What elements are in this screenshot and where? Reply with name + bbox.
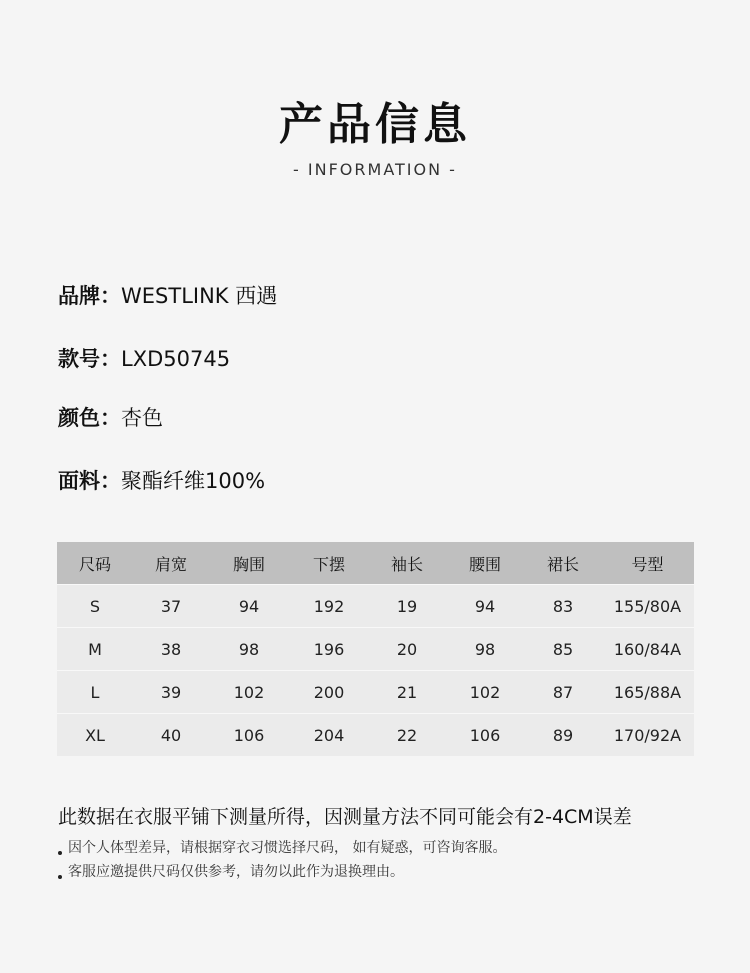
table-cell: 19 bbox=[369, 585, 445, 628]
table-cell: 83 bbox=[525, 585, 601, 628]
table-cell: 98 bbox=[209, 628, 289, 671]
note-item-text: 客服应邀提供尺码仅供参考，请勿以此作为退换理由。 bbox=[68, 864, 404, 880]
table-cell: 196 bbox=[289, 628, 369, 671]
table-cell: 40 bbox=[133, 714, 209, 757]
info-color-value: 杏色 bbox=[121, 406, 163, 430]
info-color bbox=[58, 402, 163, 432]
note-item bbox=[58, 837, 506, 857]
table-cell: 160/84A bbox=[601, 628, 694, 671]
table-cell: 21 bbox=[369, 671, 445, 714]
bullet-icon bbox=[58, 851, 62, 855]
table-cell: L bbox=[57, 671, 133, 714]
info-brand-value: WESTLINK 西遇 bbox=[121, 284, 278, 308]
table-cell: 98 bbox=[445, 628, 525, 671]
table-cell: 20 bbox=[369, 628, 445, 671]
header-cell: 下摆 bbox=[289, 542, 369, 585]
note-item bbox=[58, 861, 404, 881]
table-row bbox=[57, 585, 694, 628]
table-cell: 170/92A bbox=[601, 714, 694, 757]
table-cell: 22 bbox=[369, 714, 445, 757]
table-cell: 200 bbox=[289, 671, 369, 714]
table-cell: 39 bbox=[133, 671, 209, 714]
table-cell: 37 bbox=[133, 585, 209, 628]
note-item-text: 因个人体型差异，请根据穿衣习惯选择尺码， 如有疑惑，可咨询客服。 bbox=[68, 840, 507, 856]
table-cell: M bbox=[57, 628, 133, 671]
header-cell: 肩宽 bbox=[133, 542, 209, 585]
header-cell: 尺码 bbox=[57, 542, 133, 585]
header-cell: 号型 bbox=[601, 542, 694, 585]
measurement-note-headline: 此数据在衣服平铺下测量所得，因测量方法不同可能会有2-4CM误差 bbox=[58, 806, 632, 828]
header-cell: 腰围 bbox=[445, 542, 525, 585]
info-style-no-key: 款号： bbox=[58, 347, 121, 371]
table-cell: 85 bbox=[525, 628, 601, 671]
table-cell: 204 bbox=[289, 714, 369, 757]
page-title: 产品信息 bbox=[279, 99, 471, 150]
header-cell: 胸围 bbox=[209, 542, 289, 585]
size-table-header bbox=[57, 542, 694, 585]
table-cell: 165/88A bbox=[601, 671, 694, 714]
table-row bbox=[57, 671, 694, 714]
table-cell: 102 bbox=[209, 671, 289, 714]
info-style-no-value: LXD50745 bbox=[121, 347, 231, 371]
info-fabric bbox=[58, 465, 265, 495]
table-cell: 192 bbox=[289, 585, 369, 628]
table-cell: 94 bbox=[445, 585, 525, 628]
table-cell: 87 bbox=[525, 671, 601, 714]
info-fabric-value: 聚酯纤维100% bbox=[121, 469, 266, 493]
header-cell: 裙长 bbox=[525, 542, 601, 585]
table-row bbox=[57, 714, 694, 757]
table-cell: XL bbox=[57, 714, 133, 757]
info-style-no bbox=[58, 343, 230, 373]
table-cell: 38 bbox=[133, 628, 209, 671]
info-color-key: 颜色： bbox=[58, 406, 121, 430]
info-brand bbox=[58, 280, 277, 310]
table-cell: 106 bbox=[209, 714, 289, 757]
info-brand-key: 品牌： bbox=[58, 284, 121, 308]
table-row bbox=[57, 628, 694, 671]
table-cell: 102 bbox=[445, 671, 525, 714]
info-fabric-key: 面料： bbox=[58, 469, 121, 493]
page-subtitle: - INFORMATION - bbox=[293, 160, 457, 179]
bullet-icon bbox=[58, 875, 62, 879]
header-cell: 袖长 bbox=[369, 542, 445, 585]
table-cell: S bbox=[57, 585, 133, 628]
table-cell: 155/80A bbox=[601, 585, 694, 628]
table-cell: 106 bbox=[445, 714, 525, 757]
size-table bbox=[57, 542, 694, 756]
table-cell: 89 bbox=[525, 714, 601, 757]
table-cell: 94 bbox=[209, 585, 289, 628]
